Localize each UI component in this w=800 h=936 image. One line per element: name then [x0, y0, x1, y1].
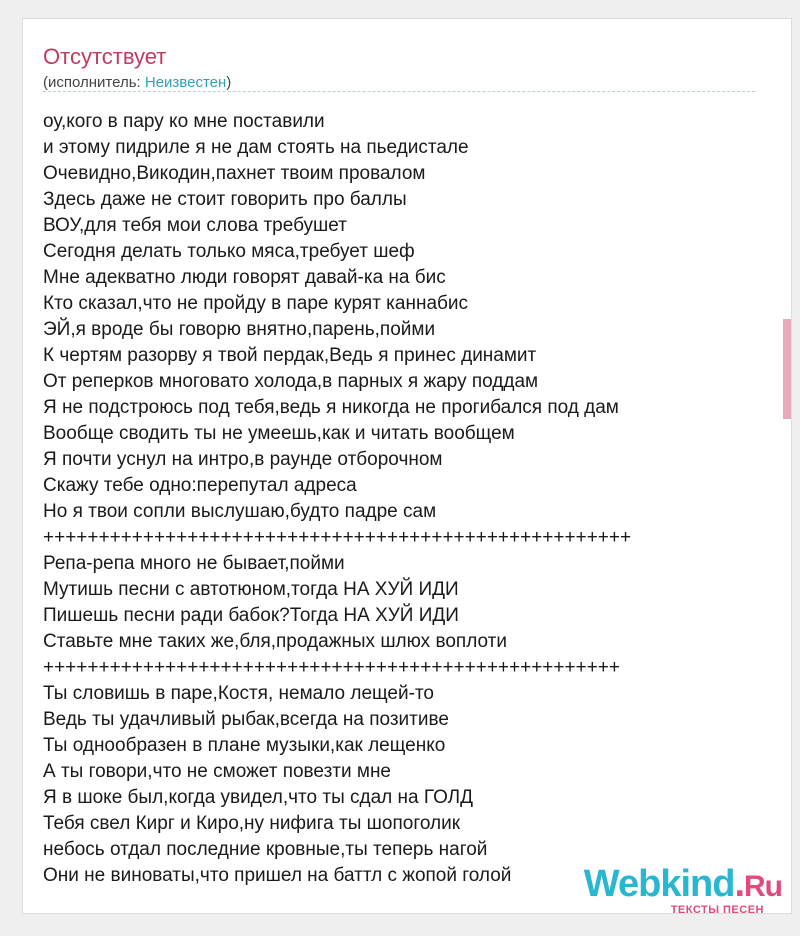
logo-tld: Ru: [744, 870, 782, 903]
lyric-line: Очевидно,Викодин,пахнет твоим провалом: [43, 163, 426, 184]
lyric-line: Они не виноваты,что пришел на баттл с жопой голой: [43, 865, 512, 886]
header-divider: [43, 91, 755, 92]
artist-prefix: (исполнитель:: [43, 74, 145, 91]
lyric-line: От реперков многовато холода,в парных я жару поддам: [43, 371, 539, 392]
lyric-line: Я почти уснул на интро,в раунде отборочном: [43, 449, 443, 470]
side-ribbon: [783, 319, 791, 419]
lyrics-body: [43, 109, 631, 889]
lyric-line: Тебя свел Кирг и Киро,ну нифига ты шопоголик: [43, 813, 461, 834]
lyric-line: +++++++++++++++++++++++++++++++++++++++++++++++++++++: [43, 527, 632, 548]
lyric-line: Ставьте мне таких же,бля,продажных шлюх воплоти: [43, 631, 507, 652]
lyric-line: оу,кого в пару ко мне поставили: [43, 111, 325, 132]
logo-dot: .: [734, 863, 744, 905]
lyric-line: небось отдал последние кровные,ты теперь нагой: [43, 839, 488, 860]
lyric-line: ВОУ,для тебя мои слова требушет: [43, 215, 347, 236]
lyric-line: Здесь даже не стоит говорить про баллы: [43, 189, 407, 210]
lyrics-card: [22, 18, 792, 914]
site-logo[interactable]: [584, 865, 782, 916]
lyric-line: Пишешь песни ради бабок?Тогда НА ХУЙ ИДИ: [43, 605, 459, 626]
lyric-line: А ты говори,что не сможет повезти мне: [43, 761, 392, 782]
lyric-line: Я не подстроюсь под тебя,ведь я никогда не прогибался под дам: [43, 397, 619, 418]
logo-wordmark: [584, 865, 782, 906]
lyric-line: Репа-репа много не бывает,пойми: [43, 553, 345, 574]
artist-link[interactable]: Неизвестен: [144, 74, 227, 91]
lyric-line: ++++++++++++++++++++++++++++++++++++++++++++++++++++: [43, 657, 620, 678]
song-title: Отсутствует: [43, 44, 167, 69]
artist-suffix: ): [226, 74, 232, 91]
lyric-line: Мне адекватно люди говорят давай-ка на бис: [43, 267, 446, 288]
lyric-line: Мутишь песни с автотюном,тогда НА ХУЙ ИДИ: [43, 579, 459, 600]
lyric-line: Кто сказал,что не пройду в паре курят каннабис: [43, 293, 469, 314]
logo-tagline: ТЕКСТЫ ПЕСЕН: [670, 904, 764, 916]
lyric-line: Скажу тебе одно:перепутал адреса: [43, 475, 357, 496]
lyric-line: Я в шоке был,когда увидел,что ты сдал на ГОЛД: [43, 787, 474, 808]
lyric-line: Ты однообразен в плане музыки,как лещенко: [43, 735, 446, 756]
lyric-line: Ты словишь в паре,Костя, немало лещей-то: [43, 683, 434, 704]
lyric-line: К чертям разорву я твой пердак,Ведь я принес динамит: [43, 345, 537, 366]
lyric-line: и этому пидриле я не дам стоять на пьедистале: [43, 137, 469, 158]
logo-name: Webkind: [583, 863, 735, 905]
lyric-line: Но я твои сопли выслушаю,будто падре сам: [43, 501, 437, 522]
lyric-line: Вообще сводить ты не умеешь,как и читать вообщем: [43, 423, 515, 444]
artist-line: [43, 74, 231, 92]
lyric-line: ЭЙ,я вроде бы говорю внятно,парень,пойми: [43, 319, 436, 340]
lyric-line: Сегодня делать только мяса,требует шеф: [43, 241, 415, 262]
lyric-line: Ведь ты удачливый рыбак,всегда на позитиве: [43, 709, 449, 730]
